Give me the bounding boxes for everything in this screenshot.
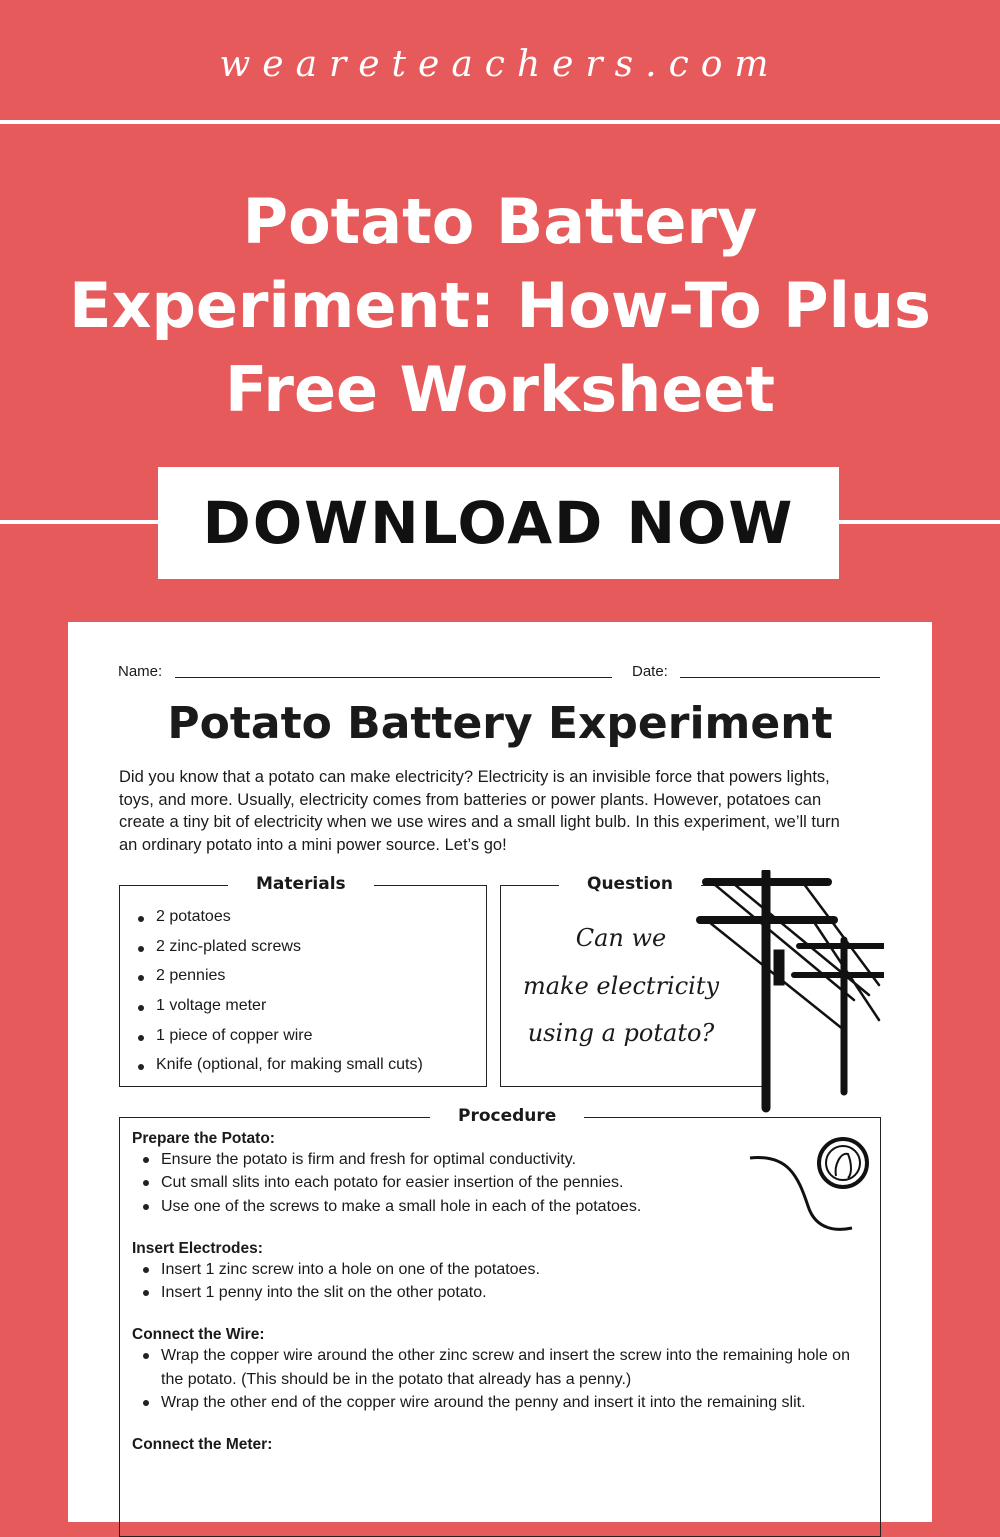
divider (838, 520, 1000, 524)
question-text: make electricity (522, 972, 720, 1000)
list-item: 1 piece of copper wire (120, 1027, 480, 1057)
date-label: Date: (632, 663, 668, 680)
procedure-heading: Procedure (430, 1106, 584, 1126)
download-now-button[interactable]: DOWNLOAD NOW (158, 467, 839, 579)
materials-list (120, 908, 480, 1086)
list-item: Use one of the screws to make a small hole in each of the potatoes. (132, 1195, 868, 1218)
step-heading: Insert Electrodes: (132, 1239, 263, 1257)
name-line (175, 677, 612, 678)
list-item: Wrap the copper wire around the other zinc screw and insert the screw into the remaining hole on the potato. (This should be in the potato that already has a penny.) (132, 1344, 868, 1391)
title-line: Free Worksheet (224, 353, 775, 426)
divider (0, 520, 160, 524)
power-lines-illustration (694, 870, 884, 1115)
step-heading: Connect the Meter: (132, 1436, 273, 1454)
materials-box (119, 874, 487, 1087)
step-list (132, 1258, 868, 1305)
name-label: Name: (118, 663, 163, 680)
list-item: 2 pennies (120, 967, 480, 997)
step-heading: Connect the Wire: (132, 1326, 265, 1344)
divider (0, 120, 1000, 124)
question-text: Can we (575, 924, 667, 952)
title-line: Experiment: How-To Plus (69, 269, 931, 342)
question-text: using a potato? (527, 1019, 715, 1047)
date-line (680, 677, 880, 678)
list-item: Knife (optional, for making small cuts) (120, 1056, 480, 1086)
page-title (40, 180, 960, 432)
list-item: Insert 1 zinc screw into a hole on one of the potatoes. (132, 1258, 868, 1281)
list-item: 2 potatoes (120, 908, 480, 938)
step-heading: Prepare the Potato: (132, 1130, 275, 1147)
materials-heading: Materials (228, 874, 374, 894)
list-item: 1 voltage meter (120, 997, 480, 1027)
list-item: Wrap the other end of the copper wire around the penny and insert it into the remaining slit. (132, 1391, 868, 1414)
worksheet-preview (68, 622, 932, 1522)
step-list (132, 1344, 868, 1414)
intro-paragraph: Did you know that a potato can make electricity? Electricity is an invisible force that powers lights, toys, and more. Usually, electricity comes from batteries or power plants. However, potatoes can create a tiny bit of electricity when we use wires and a small light bulb. In this experiment, we’ll turn an ordinary potato into a mini power source. Let’s go! (119, 768, 840, 854)
procedure-box (119, 1106, 881, 1537)
list-item: 2 zinc-plated screws (120, 938, 480, 968)
list-item: Ensure the potato is firm and fresh for optimal conductivity. (132, 1148, 868, 1171)
title-line: Potato Battery (242, 185, 758, 258)
site-logo[interactable]: weareteachers.com (219, 44, 781, 85)
question-heading: Question (559, 874, 701, 894)
worksheet-title: Potato Battery Experiment (167, 698, 833, 749)
step-list (132, 1148, 868, 1218)
list-item: Cut small slits into each potato for easier insertion of the pennies. (132, 1171, 868, 1194)
list-item: Insert 1 penny into the slit on the other potato. (132, 1281, 868, 1304)
